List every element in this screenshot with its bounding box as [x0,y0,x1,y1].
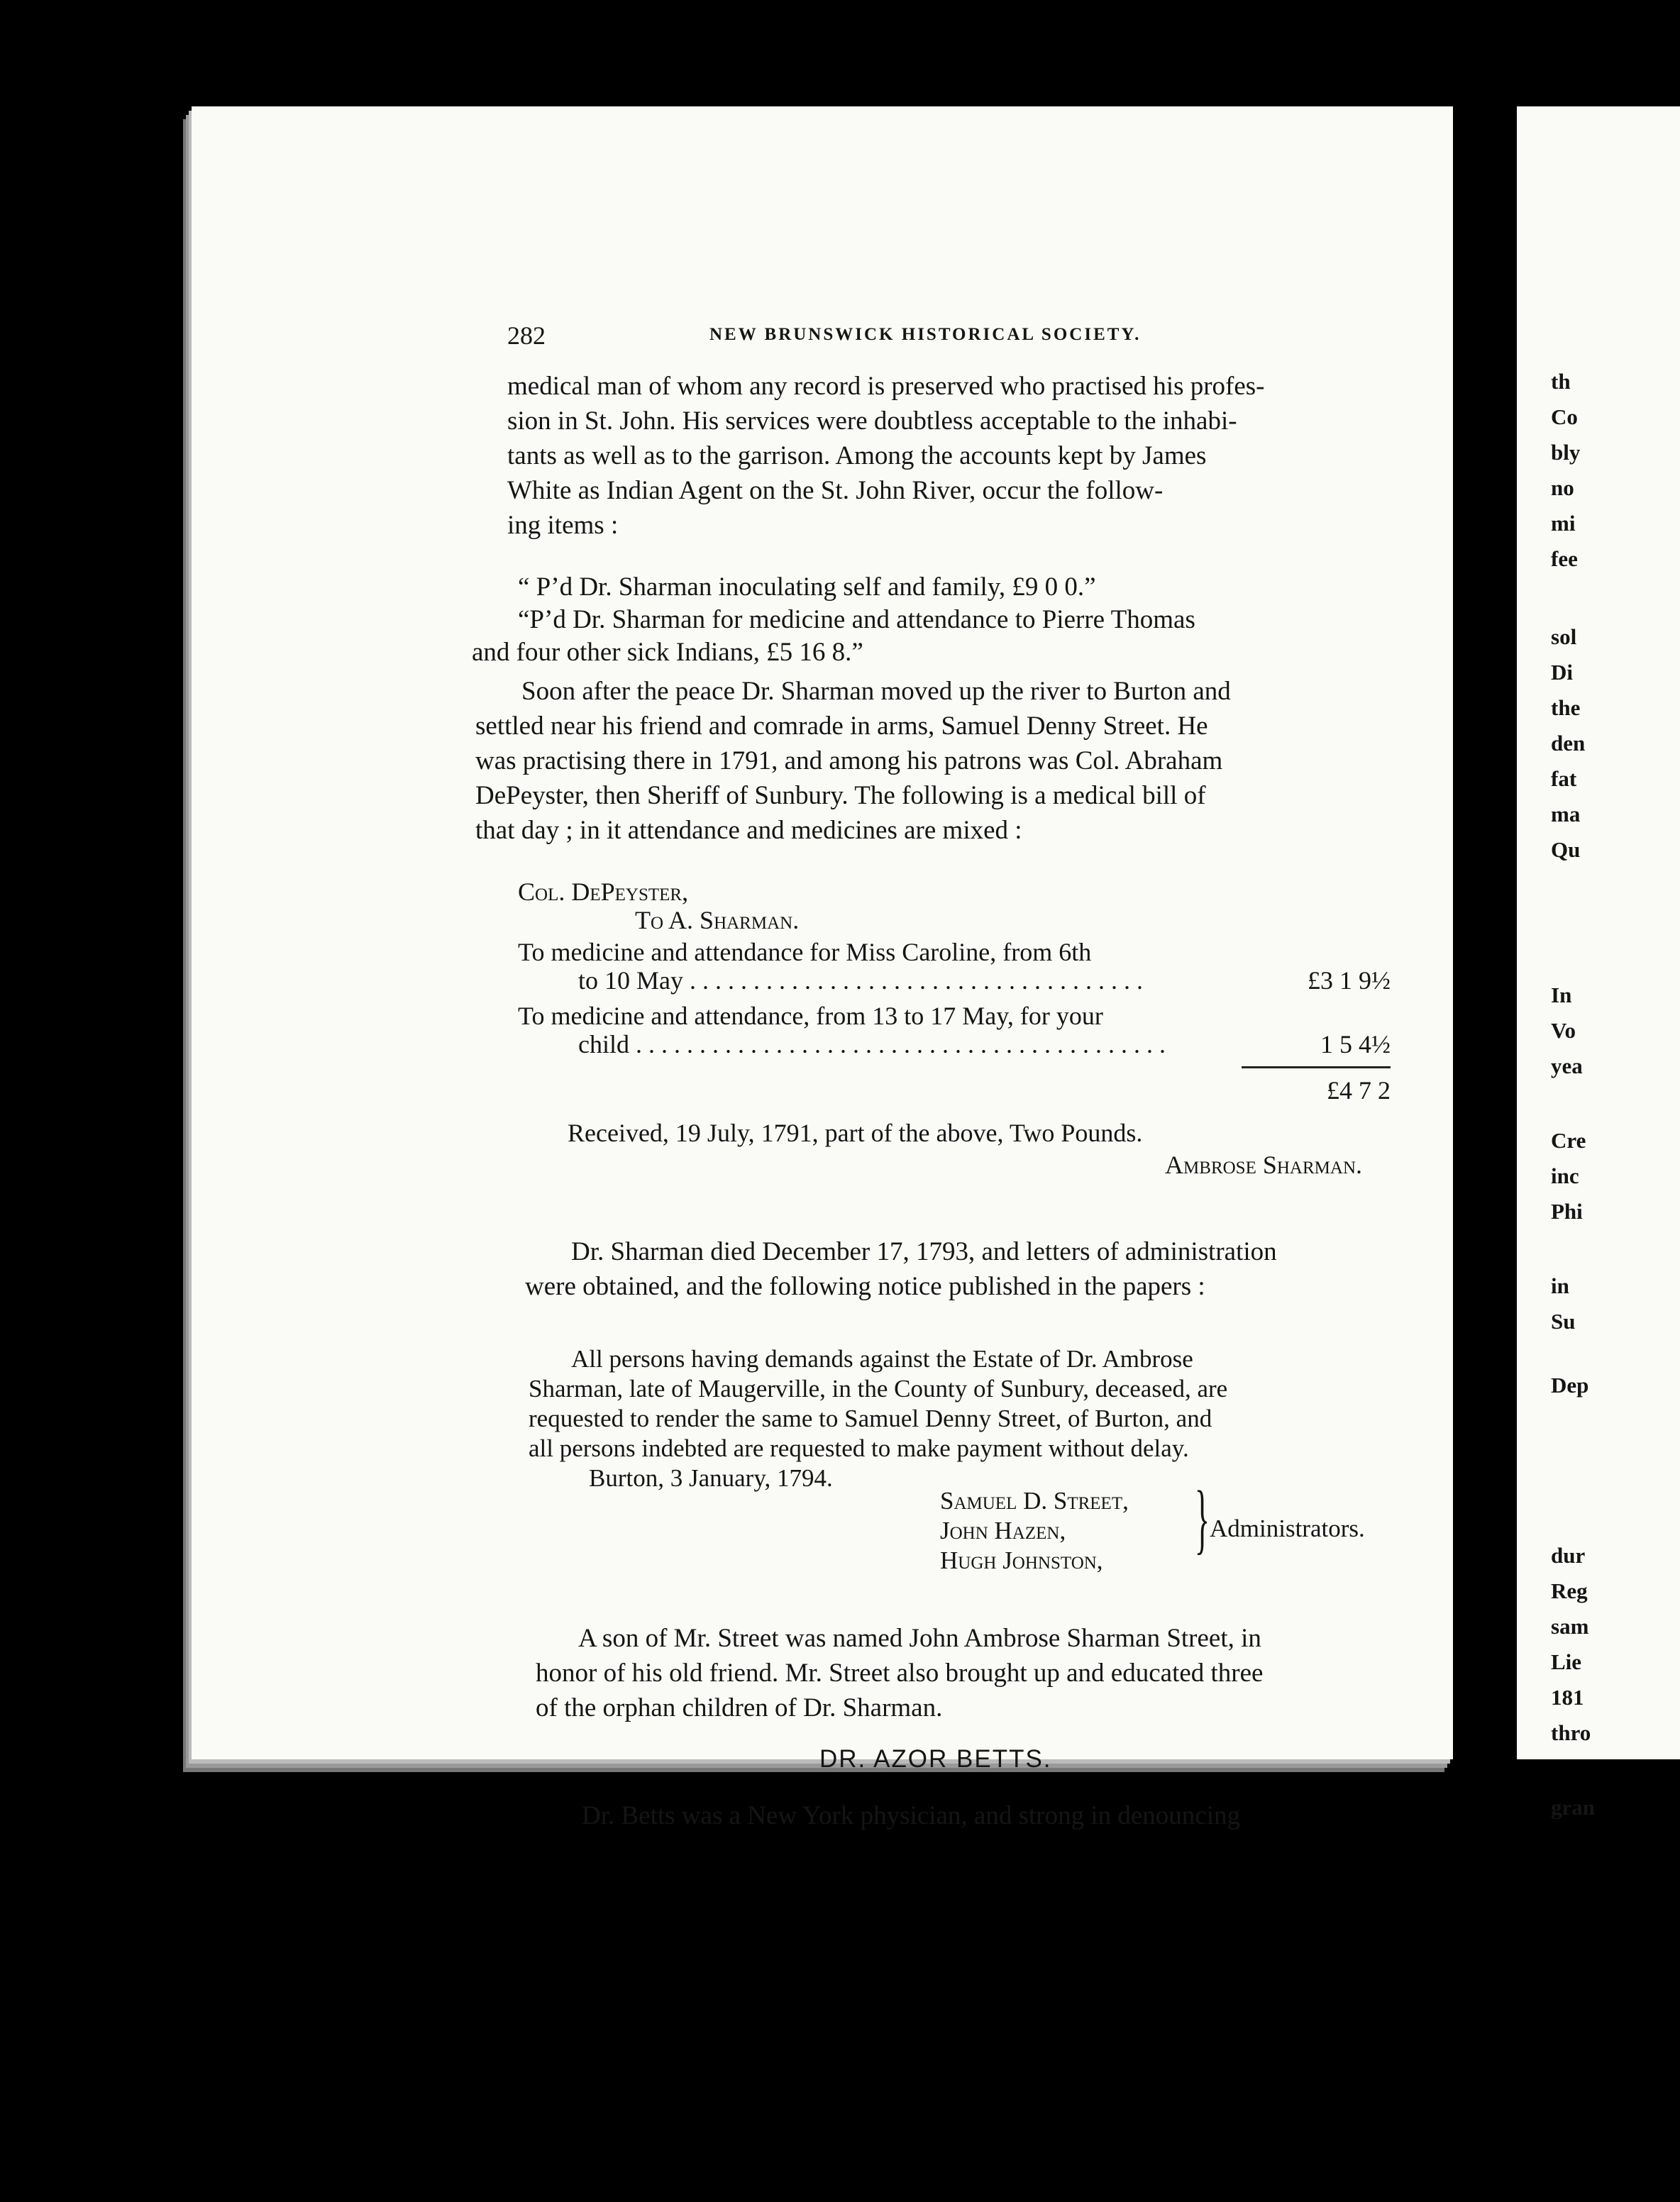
notice-date: Burton, 3 January, 1794. [589,1464,833,1492]
fragment: in [1551,1273,1569,1298]
fragment: Su [1551,1309,1576,1334]
text-line: was practising there in 1791, and among his patrons was Col. Abraham [475,746,1223,775]
fragment: In [1551,983,1572,1007]
right-page-edge [1517,106,1680,1759]
bill-total: £4 7 2 [1327,1076,1391,1105]
total-rule [1242,1066,1391,1068]
text-line: sion in St. John. His services were doubtless acceptable to the inhabi- [507,406,1237,436]
administrator-name: Hugh Johnston, [940,1547,1103,1574]
running-header [507,321,1398,349]
quote-line: “P’d Dr. Sharman for medicine and attendance to Pierre Thomas [518,605,1195,634]
bill-item-2-cont: child . . . . . . . . . . . . . . . . . . . . . . . . . . . . . . . . . . . . . . . . . . [578,1030,1166,1058]
fragment: ma [1551,802,1581,826]
administrator-name: John Hazen, [940,1517,1066,1544]
text-line: Soon after the peace Dr. Sharman moved up the river to Burton and [521,677,1231,706]
fragment: mi [1551,511,1576,536]
text-line: DePeyster, then Sheriff of Sunbury. The following is a medical bill of [475,781,1206,810]
bill-received: Received, 19 July, 1791, part of the above, Two Pounds. [568,1119,1143,1147]
administrators-label: Administrators. [1210,1515,1365,1542]
fragment: Di [1551,660,1573,685]
notice-line: all persons indebted are requested to make payment without delay. [529,1434,1189,1462]
fragment: bly [1551,440,1581,465]
fragment: dur [1551,1543,1586,1568]
bill-item-2-amount: 1 5 4½ [1320,1030,1391,1058]
left-page [192,106,1453,1759]
fragment: Co [1551,404,1578,429]
bill-item-2: To medicine and attendance, from 13 to 17 May, for your [518,1002,1103,1030]
brace-icon: } [1194,1475,1210,1561]
text-line: of the orphan children of Dr. Sharman. [536,1693,943,1722]
fragment: Cre [1551,1128,1586,1153]
fragment: th [1551,369,1571,394]
bill-addressee: Col. DePeyster, [518,878,689,906]
text-line: ing items : [507,511,619,540]
bill-item-1-amount: £3 1 9½ [1308,966,1391,995]
header-title: NEW BRUNSWICK HISTORICAL SOCIETY. [709,325,1142,344]
fragment: thro [1551,1720,1591,1745]
text-line: tants as well as to the garrison. Among the accounts kept by James [507,441,1207,470]
text-line: medical man of whom any record is preserved who practised his profes- [507,372,1265,401]
fragment: Reg [1551,1578,1588,1603]
fragment: Phi [1551,1199,1583,1224]
fragment: inc [1551,1163,1579,1188]
fragment: gran [1551,1795,1595,1820]
notice-line: All persons having demands against the Estate of Dr. Ambrose [571,1345,1193,1373]
administrator-name: Samuel D. Street, [940,1487,1129,1515]
text-line: honor of his old friend. Mr. Street also brought up and educated three [536,1659,1264,1688]
text-line: were obtained, and the following notice published in the papers : [525,1272,1205,1301]
fragment: den [1551,731,1586,756]
fragment: Lie [1551,1649,1582,1674]
bill-from: To A. Sharman. [635,906,800,934]
fragment: Vo [1551,1018,1576,1043]
text-line: Dr. Betts was a New York physician, and strong in denouncing [582,1801,1240,1830]
notice-line: requested to render the same to Samuel Denny Street, of Burton, and [529,1405,1212,1432]
fragment: fee [1551,546,1578,571]
fragment: no [1551,475,1574,500]
section-heading: DR. AZOR BETTS. [819,1745,1052,1773]
text-line: A son of Mr. Street was named John Ambrose Sharman Street, in [578,1624,1261,1653]
fragment: sam [1551,1614,1589,1639]
notice-line: Sharman, late of Maugerville, in the County of Sunbury, deceased, are [529,1375,1228,1402]
quote-line: “ P’d Dr. Sharman inoculating self and family, £9 0 0.” [518,572,1096,602]
quote-line: and four other sick Indians, £5 16 8.” [472,638,863,667]
fragment: fat [1551,766,1577,791]
fragment: Qu [1551,837,1581,862]
bill-signature: Ambrose Sharman. [1165,1151,1362,1179]
fragment: sol [1551,624,1577,649]
fragment: yea [1551,1053,1583,1078]
bill-item-1-cont: to 10 May . . . . . . . . . . . . . . . . . . . . . . . . . . . . . . . . . . . . [578,966,1143,995]
text-line: Dr. Sharman died December 17, 1793, and letters of administration [571,1237,1277,1266]
fragment: 181 [1551,1685,1584,1710]
text-line: settled near his friend and comrade in arms, Samuel Denny Street. He [475,712,1208,741]
fragment: the [1551,695,1581,720]
text-line: that day ; in it attendance and medicines are mixed : [475,816,1022,845]
bill-item-1: To medicine and attendance for Miss Caroline, from 6th [518,938,1092,966]
text-line: White as Indian Agent on the St. John River, occur the follow- [507,476,1164,505]
page-number: 282 [507,321,546,350]
fragment: Dep [1551,1373,1589,1398]
